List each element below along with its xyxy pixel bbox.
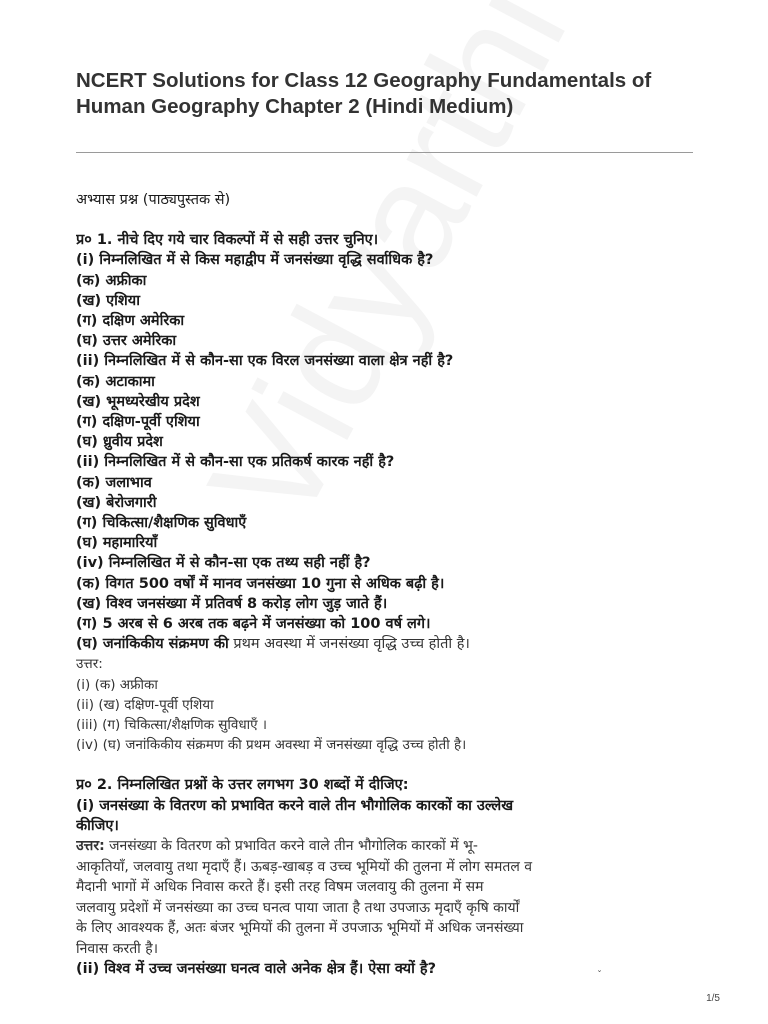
q2-heading: प्र० 2. निम्नलिखित प्रश्नों के उत्तर लगभग 30 शब्दों में दीजिए: [76,777,409,794]
q1-ii-question: (ii) निम्नलिखित में से कौन-सा एक विरल जनसंख्या वाला क्षेत्र नहीं है? [76,353,454,370]
q1-ii-option-d: (घ) ध्रुवीय प्रदेश [76,434,163,451]
q1-iv-option-c: (ग) 5 अरब से 6 अरब तक बढ़ने में जनसंख्या को 100 वर्ष लगे। [76,616,431,633]
q1-answer-i: (i) (क) अफ्रीका [76,676,158,693]
q1-answer-label: उत्तर: [76,656,103,673]
q1-iv-question: (iv) निम्नलिखित में से कौन-सा एक तथ्य सही नहीं है? [76,555,371,572]
q1-i-question: (i) निम्नलिखित में से किस महाद्वीप में जनसंख्या वृद्धि सर्वाधिक है? [76,252,434,269]
q2-i-answer-line5: के लिए आवश्यक हैं, अतः बंजर भूमियों की तुलना में उपजाऊ भूमियों में अधिक जनसंख्या [76,920,524,937]
q2-i-question-line2: कीजिए। [76,817,119,834]
q1-iii-option-d: (घ) महामारियाँ [76,535,158,552]
q1-i-option-a: (क) अफ्रीका [76,272,147,289]
q1-iii-question: (ii) निम्नलिखित में से कौन-सा एक प्रतिकर्ष कारक नहीं है? [76,454,395,471]
q1-i-option-c: (ग) दक्षिण अमेरिका [76,313,185,330]
q2-i-answer-line4: जलवायु प्रदेशों में जनसंख्या का उच्च घनत्व पाया जाता है तथा उपजाऊ मृदाएँ कृषि कार्यों [76,899,520,916]
page-number: 1/5 [706,993,720,1004]
q2-i-answer-text-1: जनसंख्या के वितरण को प्रभावित करने वाले तीन भौगोलिक कारकों में भू- [104,838,478,855]
q2-i-answer-line3: मैदानी भागों में अधिक निवास करते हैं। इसी तरह विषम जलवायु की तुलना में सम [76,879,484,896]
q2-i-answer-line6: निवास करती है। [76,940,158,957]
q1-answer-iv: (iv) (घ) जनांकिकीय संक्रमण की प्रथम अवस्था में जनसंख्या वृद्धि उच्च होती है। [76,737,467,754]
title-divider [76,152,693,153]
q1-ii-option-c: (ग) दक्षिण-पूर्वी एशिया [76,414,200,431]
document-body [76,190,716,979]
q1-heading: प्र० 1. नीचे दिए गये चार विकल्पों में से सही उत्तर चुनिए। [76,232,379,249]
q1-iv-option-a: (क) विगत 500 वर्षों में मानव जनसंख्या 10 गुना से अधिक बढ़ी है। [76,575,445,592]
section-heading: अभ्यास प्रश्न (पाठ्यपुस्तक से) [76,192,231,208]
q2-i-answer-line1 [76,836,716,857]
q1-answer-iii: (iii) (ग) चिकित्सा/शैक्षणिक सुविधाएँ । [76,717,268,734]
q2-i-answer-line2: आकृतियाँ, जलवायु तथा मृदाएँ हैं। ऊबड़-खाबड़ व उच्च भूमियों की तुलना में लोग समतल व [76,858,533,875]
q1-iv-option-d-rest: प्रथम अवस्था में जनसंख्या वृद्धि उच्च होती है। [228,636,470,653]
q1-iv-option-d [76,634,716,654]
q1-iv-option-b: (ख) विश्व जनसंख्या में प्रतिवर्ष 8 करोड़ लोग जुड़ जाते हैं। [76,595,388,612]
q1-i-option-d: (घ) उत्तर अमेरिका [76,333,177,350]
q1-ii-option-b: (ख) भूमध्यरेखीय प्रदेश [76,393,200,410]
q1-iii-option-b: (ख) बेरोजगारी [76,494,157,511]
q1-ii-option-a: (क) अटाकामा [76,373,155,390]
q1-answer-ii: (ii) (ख) दक्षिण-पूर्वी एशिया [76,696,214,713]
q1-iii-option-c: (ग) चिकित्सा/शैक्षणिक सुविधाएँ [76,515,247,532]
page-title: NCERT Solutions for Class 12 Geography Fundamentals of Human Geography Chapter 2 (Hindi Medium) [76,69,652,118]
q1-i-option-b: (ख) एशिया [76,292,140,309]
q2-ii-question: (ii) विश्व में उच्च जनसंख्या घनत्व वाले अनेक क्षेत्र हैं। ऐसा क्यों है? [76,961,436,978]
stray-mark: ˇ [597,970,602,981]
q1-iv-option-d-bold: (घ) जनांकिकीय संक्रमण की [76,636,229,653]
q1-iii-option-a: (क) जलाभाव [76,474,152,491]
q2-i-answer-label: उत्तर: [76,838,105,855]
q2-i-question-line1: (i) जनसंख्या के वितरण को प्रभावित करने वाले तीन भौगोलिक कारकों का उल्लेख [76,797,514,814]
